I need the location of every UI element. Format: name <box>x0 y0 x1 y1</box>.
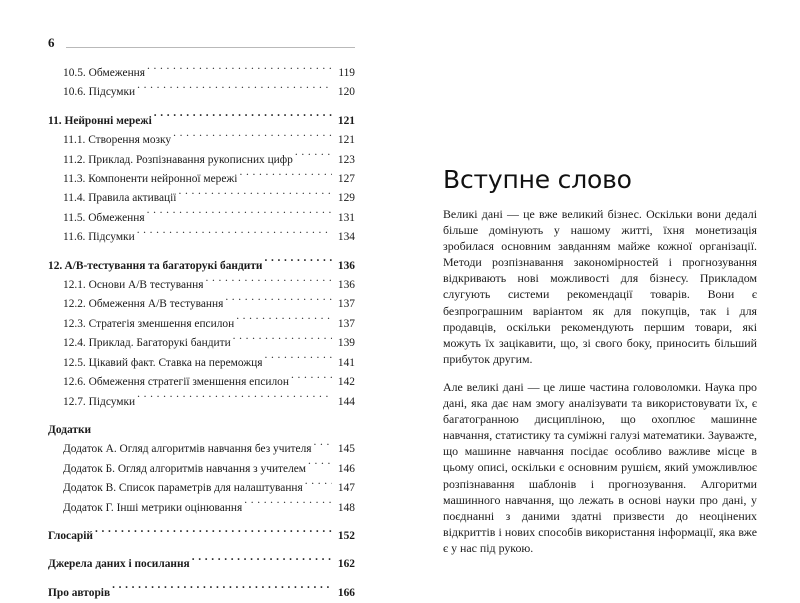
toc-entry[interactable] <box>63 131 355 150</box>
toc-spacer <box>48 412 355 421</box>
toc-entry[interactable] <box>63 334 355 353</box>
toc-leader-dots <box>178 190 332 201</box>
toc-entry[interactable] <box>63 440 355 459</box>
toc-entry[interactable] <box>63 315 355 334</box>
body-paragraph: Великі дані — це вже великий бізнес. Оскільки вони дедалі більше домінують у нашому житті, їхня монетизація зробилася основним завданням майже кожної організації. Методи розпізнавання закономірностей і прогнозування відкривають нові можливості для бізнесу. Прикладом слугують системи рекомендації товарів. Вони є безпрограшним варіантом як для покупців, так і для продавців, оскільки рекомендують першим товари, які можуть їх зацікавити, що, зі свого боку, приносить більший прибуток другим. <box>443 207 757 366</box>
toc-entry[interactable] <box>63 499 355 518</box>
toc-leader-dots <box>236 315 332 326</box>
toc-leader-dots <box>264 257 332 268</box>
toc-leader-dots <box>308 460 332 471</box>
toc-entry-page: 142 <box>337 376 355 389</box>
toc-entry[interactable] <box>48 421 355 440</box>
toc-entry[interactable] <box>48 527 355 546</box>
toc-leader-dots <box>225 296 332 307</box>
toc-entry-page: 148 <box>337 501 355 514</box>
toc-leader-dots <box>147 65 332 76</box>
toc-entry-label: 11.2. Приклад. Розпізнавання рукописних цифр <box>63 153 293 166</box>
toc-entry-label: 11.5. Обмеження <box>63 211 145 224</box>
toc-entry-label: 11. Нейронні мережі <box>48 114 152 127</box>
toc-leader-dots <box>147 209 332 220</box>
toc-entry-label: 11.3. Компоненти нейронної мережі <box>63 173 238 186</box>
toc-entry-page: 120 <box>337 86 355 99</box>
toc-entry-page: 136 <box>337 259 355 272</box>
toc-entry-page: 166 <box>337 586 355 599</box>
toc-spacer <box>48 248 355 257</box>
toc-entry-page: 121 <box>337 114 355 127</box>
toc-entry-page: 119 <box>338 67 355 79</box>
toc-entry-label: 11.1. Створення мозку <box>63 134 172 147</box>
toc-entry[interactable] <box>63 460 355 479</box>
toc-entry-page: 127 <box>337 173 355 186</box>
toc-leader-dots <box>244 499 332 510</box>
toc-leader-dots <box>205 277 332 288</box>
toc-entry-page: 129 <box>337 192 355 205</box>
toc-entry-page: 136 <box>337 279 355 292</box>
running-head <box>48 36 355 58</box>
toc-entry[interactable] <box>63 209 355 228</box>
running-head-rule <box>66 47 355 48</box>
toc-entry[interactable] <box>63 295 355 314</box>
toc-entry[interactable] <box>63 276 355 295</box>
toc-entry[interactable] <box>48 584 355 603</box>
toc-leader-dots <box>154 112 332 123</box>
toc-spacer <box>48 546 355 555</box>
toc-entry-page: 145 <box>337 443 355 456</box>
toc-entry[interactable] <box>63 354 355 373</box>
toc-entry[interactable] <box>63 64 355 83</box>
toc-leader-dots <box>173 132 332 143</box>
toc-entry[interactable] <box>63 228 355 247</box>
toc-entry[interactable] <box>63 170 355 189</box>
toc-entry[interactable] <box>63 151 355 170</box>
toc-entry-page: 162 <box>337 558 355 571</box>
toc-entry-label: Додаток Б. Огляд алгоритмів навчання з учителем <box>63 462 307 475</box>
toc-leader-dots <box>137 393 332 404</box>
toc-entry-label: 12.4. Приклад. Багаторукі бандити <box>63 337 231 350</box>
toc-entry-page: 139 <box>337 337 355 350</box>
toc-leader-dots <box>305 480 332 491</box>
toc-entry-label: 12. A/B-тестування та багаторукі бандити <box>48 259 263 272</box>
toc-entry-label: Джерела даних і посилання <box>48 558 190 571</box>
toc-leader-dots <box>291 374 332 385</box>
page-number: 6 <box>48 35 55 50</box>
toc-entry-page: 152 <box>337 529 355 542</box>
toc-entry-page: 147 <box>337 482 355 495</box>
table-of-contents <box>48 64 355 603</box>
toc-entry-label: Додаток В. Список параметрів для налаштування <box>63 482 303 495</box>
left-page-toc <box>0 0 400 599</box>
toc-entry-label: 10.6. Підсумки <box>63 86 136 99</box>
toc-leader-dots <box>137 84 332 95</box>
toc-entry[interactable] <box>63 479 355 498</box>
toc-entry-label: Додатки <box>48 423 92 436</box>
toc-entry-page: 121 <box>337 134 355 147</box>
toc-entry-label: 12.6. Обмеження стратегії зменшення епсилон <box>63 376 289 389</box>
toc-entry[interactable] <box>63 393 355 412</box>
right-page-foreword <box>400 0 800 579</box>
toc-entry-label: 11.4. Правила активації <box>63 192 177 205</box>
toc-spacer <box>48 518 355 527</box>
toc-spacer <box>48 103 355 112</box>
toc-entry-label: 10.5. Обмеження <box>63 67 146 79</box>
toc-entry-label: Додаток А. Огляд алгоритмів навчання без учителя <box>63 443 312 456</box>
toc-entry-page: 137 <box>337 298 355 311</box>
toc-entry-label: 12.3. Стратегія зменшення епсилон <box>63 317 235 330</box>
toc-entry-label: Глосарій <box>48 529 93 542</box>
foreword-body <box>443 206 757 556</box>
toc-entry-page: 131 <box>337 211 355 224</box>
toc-leader-dots <box>264 354 332 365</box>
body-paragraph: Але великі дані — це лише частина головоломки. Наука про дані, яка дає нам змогу аналізувати та використовувати їх, є багатогранною дисципліною, що охоплює машинне навчання, статистику та суміжні галузі математики. Зауважте, що машинне навчання посідає особливо важливе місце в цьому описі, оскільки є основним рушієм, який уможливлює розпізнавання шаблонів і прогнозування. Алгоритми машинного навчання, що лежать в основі науки про дані, у поєднанні з даними здатні призвести до неоцінених відкриттів і нових способів використання інформації, яка вже є у нас під рукою. <box>443 379 757 555</box>
toc-spacer <box>48 575 355 584</box>
toc-leader-dots <box>295 151 332 162</box>
toc-entry[interactable] <box>48 257 355 276</box>
toc-entry-page: 146 <box>337 462 355 475</box>
toc-entry-page: 123 <box>337 153 355 166</box>
toc-entry-page: 137 <box>337 317 355 330</box>
toc-leader-dots <box>137 229 332 240</box>
toc-entry-label: 12.5. Цікавий факт. Ставка на переможця <box>63 356 263 369</box>
toc-leader-dots <box>314 441 332 452</box>
toc-entry-page: 134 <box>337 231 355 244</box>
toc-entry-page: 141 <box>337 356 355 369</box>
toc-entry-label: 12.2. Обмеження A/B тестування <box>63 298 224 311</box>
toc-leader-dots <box>233 335 332 346</box>
toc-entry-label: 12.1. Основи A/B тестування <box>63 279 204 292</box>
toc-entry-label: Додаток Г. Інші метрики оцінювання <box>63 501 243 514</box>
toc-entry[interactable] <box>63 83 355 102</box>
toc-leader-dots <box>239 171 332 182</box>
toc-entry-label: 11.6. Підсумки <box>63 231 135 244</box>
page-title: Вступне слово <box>443 164 632 194</box>
toc-entry-page: 144 <box>337 395 355 408</box>
toc-entry[interactable] <box>63 189 355 208</box>
toc-leader-dots <box>112 584 332 595</box>
toc-leader-dots <box>95 528 332 539</box>
toc-entry-label: Про авторів <box>48 586 111 599</box>
toc-entry-label: 12.7. Підсумки <box>63 395 136 408</box>
toc-entry[interactable] <box>48 112 355 131</box>
toc-entry[interactable] <box>48 555 355 574</box>
toc-entry[interactable] <box>63 373 355 392</box>
toc-leader-dots <box>192 556 332 567</box>
